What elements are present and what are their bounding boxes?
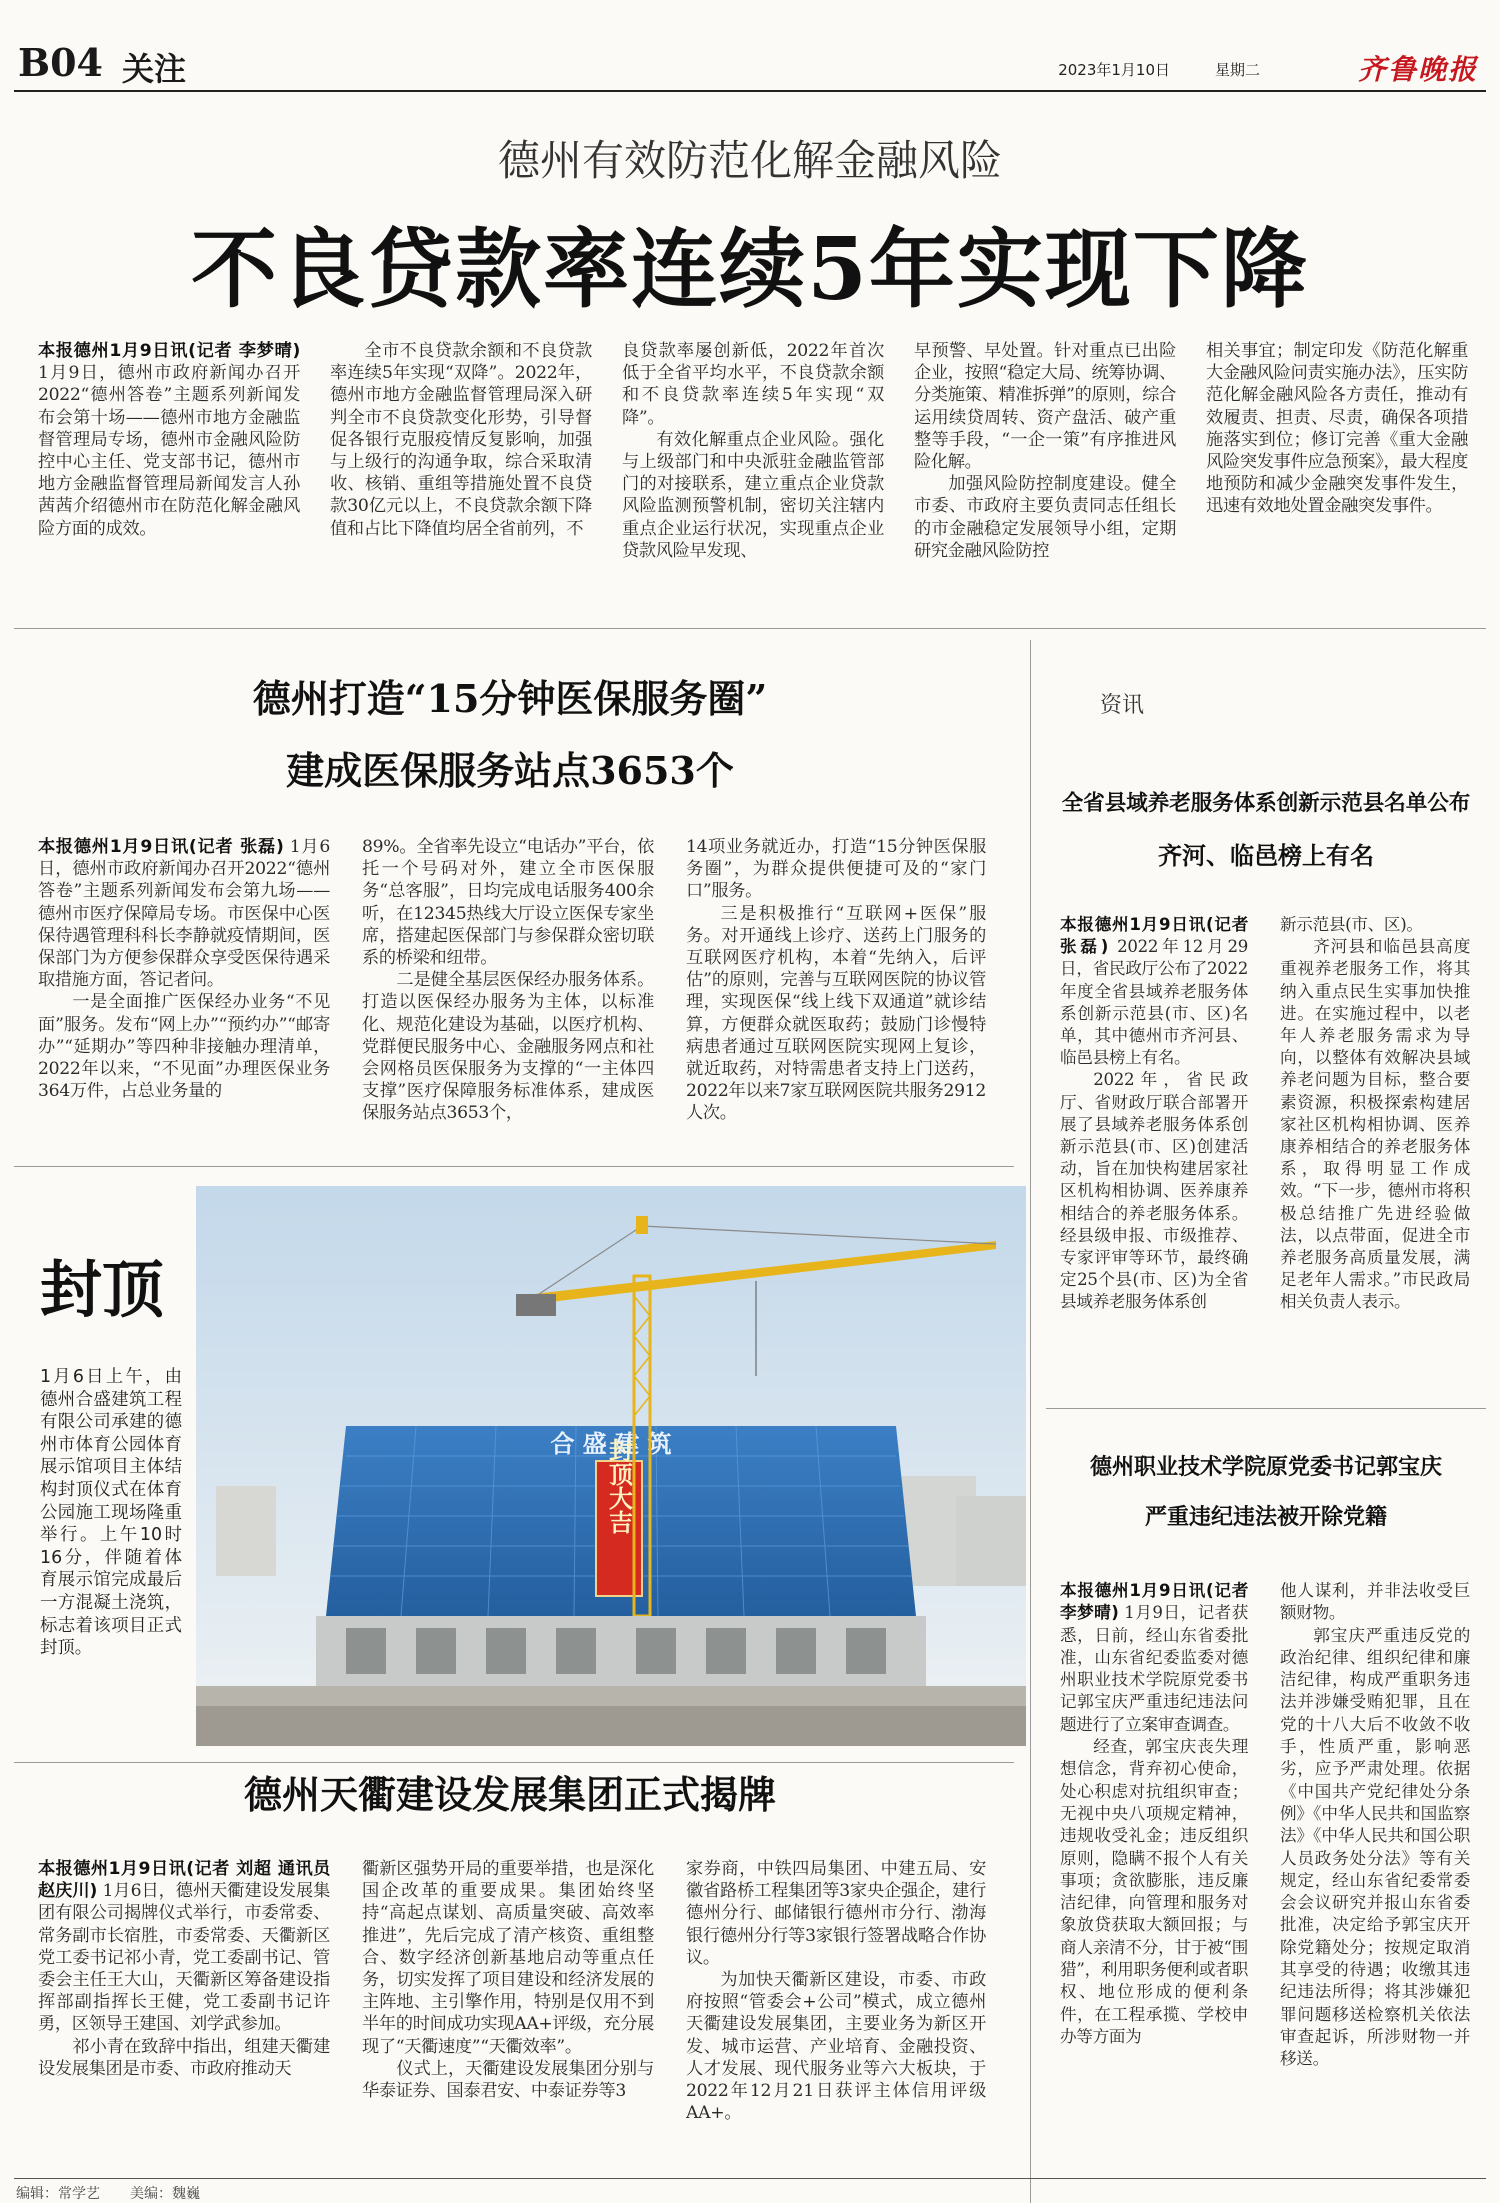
story1-lead: 本报德州1月9日讯(记者 李梦晴) — [38, 341, 300, 361]
footer-editor: 编辑：常学艺 — [16, 2186, 100, 2202]
divider — [14, 1762, 1014, 1763]
issue-date: 2023年1月10日 — [1058, 61, 1170, 79]
celebration-sign-text: 封顶大吉 — [604, 1438, 634, 1534]
story3-text-2b: 齐河县和临邑县高度重视养老服务工作，将其纳入重点民生实事加快推进。在实施过程中，以老年人养老服务需求为导向，以整体有效解决县域养老问题为目标，整合要素资源，积极探索构建居家社区机构相协调、医养康养相结合的养老服务体系，取得明显工作成效。“下一步，德州市将积极总结推广先进经验做法，以点带面，促进全市养老服务高质量发展，满足老年人需求。”市民政局相关负责人表示。 — [1280, 937, 1470, 1312]
story4-text-1b: 经查，郭宝庆丧失理想信念，背弃初心使命，处心积虑对抗组织审查；无视中央八项规定精神，违规收受礼金；违反组织原则，隐瞒不报个人有关事项；贪欲膨胀，违反廉洁纪律，向管理和服务对象放贷获取大额回报；与商人亲清不分，甘于被“围猎”，利用职务便利或者职权、地位形成的便利条件，在工程承揽、学校申办等方面为 — [1060, 1737, 1248, 2046]
story1-column-4 — [914, 340, 1176, 605]
issue-weekday: 星期二 — [1214, 61, 1260, 79]
footer-rule — [14, 2178, 1486, 2179]
story2-column-3 — [686, 836, 986, 1136]
story3-title-line1: 全省县域养老服务体系创新示范县名单公布 — [1061, 791, 1471, 816]
divider — [14, 1166, 1014, 1167]
story5-column-2 — [362, 1858, 654, 2176]
story4-text-2b: 郭宝庆严重违反党的政治纪律、组织纪律和廉洁纪律，构成严重职务违法并涉嫌受贿犯罪，且在党的十八大后不收敛不收手，性质严重，影响恶劣，应予严肃处理。依据《中国共产党纪律处分条例》《中华人民共和国监察法》《中华人民共和国公职人员政务处分法》等有关规定，经山东省纪委常委会会议研究并报山东省委批准，决定给予郭宝庆开除党籍处分；按规定取消其享受的待遇；收缴其违纪违法所得；将其涉嫌犯罪问题移送检察机关依法审查起诉，所涉财物一并移送。 — [1280, 1625, 1470, 2069]
story5-lead: 本报德州1月9日讯(记者 刘超 通讯员 赵庆川) — [38, 1859, 330, 1902]
story2-column-1 — [38, 836, 330, 1136]
story3-text-2: 新示范县(市、区)。 — [1280, 915, 1423, 934]
story1-column-5 — [1206, 340, 1468, 605]
building-banner-text: 合 盛 建 筑 — [550, 1430, 672, 1458]
story4-title-line2: 严重违纪违法被开除党籍 — [1144, 1504, 1387, 1530]
photo-caption: 1月6日上午，由德州合盛建筑工程有限公司承建的德州市体育公园体育展示馆项目主体结构封顶仪式在体育公园施工现场隆重举行。上午10时16分，伴随着体育展示馆完成最后一方混凝土浇筑，标志着该项目正式封顶。 — [40, 1367, 182, 1659]
story3-column-2 — [1280, 914, 1470, 1384]
story5-text-1a: 1月6日，德州天衢建设发展集团有限公司揭牌仪式举行，市委常委、常务副市长宿胜，市委常委、天衢新区党工委书记祁小青，党工委副书记、管委会主任王大山，天衢新区筹备建设指挥部副指挥长王健，党工委副书记许勇，区领导王建国、刘学武参加。 — [38, 1881, 330, 2035]
story2-title-line2: 建成医保服务站点3653个 — [286, 748, 734, 793]
story2-text-3a: 14项业务就近办，打造“15分钟医保服务圈”，为群众提供便捷可及的“家门口”服务。 — [686, 837, 986, 902]
story4-text-1: 1月9日，记者获悉，日前，经山东省委批准，山东省纪委监委对德州职业技术学院原党委书记郭宝庆严重违纪违法问题进行了立案审查调查。 — [1060, 1603, 1248, 1734]
story1-text-3b: 有效化解重点企业风险。强化与上级部门和中央派驻金融监管部门的对接联系，建立重点企业贷款风险监测预警机制，密切关注辖内重点企业运行状况，实现重点企业贷款风险早发现、 — [622, 429, 884, 561]
column-rule — [1030, 640, 1031, 2203]
story1-title: 不良贷款率连续5年实现下降 — [191, 219, 1309, 320]
story5-text-2b: 仪式上，天衢建设发展集团分别与华泰证券、国泰君安、中泰证券等3 — [362, 2058, 654, 2102]
footer-designer: 美编：魏巍 — [130, 2186, 200, 2202]
story5-text-3a: 家券商，中铁四局集团、中建五局、安徽省路桥工程集团等3家央企强企，建行德州分行、邮储银行德州市分行、渤海银行德州分行等3家银行签署战略合作协议。 — [686, 1859, 986, 1968]
story2-lead: 本报德州1月9日讯(记者 张磊) — [38, 837, 284, 857]
story4-text-2: 他人谋利，并非法收受巨额财物。 — [1280, 1581, 1470, 1623]
story2-text-2b: 二是健全基层医保经办服务体系。打造以医保经办服务为主体，以标准化、规范化建设为基础，以医疗机构、党群便民服务中心、金融服务网点和社会网格员医保服务为支撑的“一主体四支撑”医疗保障服务标准体系，建成医保服务站点3653个， — [362, 970, 654, 1124]
story1-subtitle: 德州有效防范化解金融风险 — [497, 136, 1002, 185]
story1-column-1 — [38, 340, 300, 605]
story2-title-line1: 德州打造“15分钟医保服务圈” — [252, 676, 768, 721]
story4-column-2 — [1280, 1580, 1470, 2175]
story5-text-1b: 祁小青在致辞中指出，组建天衢建设发展集团是市委、市政府推动天 — [38, 2036, 330, 2079]
story3-lead: 本报德州1月9日讯(记者 张磊) — [1060, 915, 1248, 957]
page-number: B04 — [18, 40, 103, 85]
story5-text-3b: 为加快天衢新区建设，市委、市政府按照“管委会+公司”模式，成立德州天衢建设发展集团，主要业务为新区开发、城市运营、产业培育、金融投资、人才发展、现代服务业等六大板块，于2022年12月21日获评主体信用评级AA+。 — [686, 1970, 986, 2124]
story1-text-2: 全市不良贷款余额和不良贷款率连续5年实现“双降”。2022年，德州市地方金融监督管理局深入研判全市不良贷款变化形势，引导督促各银行克服疫情反复影响，加强与上级行的沟通争取，综合采取清收、核销、重组等措施处置不良贷款30亿元以上，不良贷款余额下降值和占比下降值均居全省前列，不 — [330, 341, 592, 539]
story1-text-4b: 加强风险防控制度建设。健全市委、市政府主要负责同志任组长的市金融稳定发展领导小组，定期研究金融风险防控 — [914, 474, 1176, 561]
news-label: 资讯 — [1100, 693, 1145, 718]
story2-text-2a: 89%。全省率先设立“电话办”平台，依托一个号码对外，建立全市医保服务“总客服”，日均完成电话服务400余听，在12345热线大厅设立医保专家坐席，搭建起医保部门与参保群众密切联系的桥梁和纽带。 — [362, 837, 654, 969]
story3-text-1: 2022年12月29日，省民政厅公布了2022年度全省县域养老服务体系创新示范县(市、区)名单，其中德州市齐河县、临邑县榜上有名。 — [1060, 937, 1248, 1068]
story2-text-3b: 三是积极推行“互联网+医保”服务。对开通线上诊疗、送药上门服务的互联网医疗机构，本着“先纳入，后评估”的原则，完善与互联网医院的协议管理，实现医保“线上线下双通道”就诊结算，方便群众就医取药；鼓励门诊慢特病患者通过互联网医院实现网上复诊，就近取药，对特需患者支持上门送药，2022年以来7家互联网医院共服务2912人次。 — [686, 903, 986, 1124]
story4-column-1 — [1060, 1580, 1248, 2175]
story1-text-3a: 良贷款率屡创新低，2022年首次低于全省平均水平，不良贷款余额和不良贷款率连续5年实现“双降”。 — [622, 341, 884, 428]
story5-column-1 — [38, 1858, 330, 2176]
story1-text-5: 相关事宜；制定印发《防范化解重大金融风险问责实施办法》，压实防范化解金融风险各方责任，推动有效履责、担责、尽责，确保各项措施落实到位；修订完善《重大金融风险突发事件应急预案》，最大程度地预防和减少金融突发事件发生，迅速有效地处置金融突发事件。 — [1206, 341, 1468, 517]
story1-column-2 — [330, 340, 592, 605]
story5-text-2a: 衢新区强势开局的重要举措，也是深化国企改革的重要成果。集团始终坚持“高起点谋划、高质量突破、高效率推进”，先后完成了清产核资、重组整合、数字经济创新基地启动等重点任务，切实发挥了项目建设和经济发展的主阵地、主引擎作用，特别是仅用不到半年的时间成功实现AA+评级，充分展现了“天衢速度”“天衢效率”。 — [362, 1859, 654, 2057]
story4-title-line1: 德州职业技术学院原党委书记郭宝庆 — [1089, 1454, 1442, 1480]
divider — [1046, 1408, 1486, 1409]
story3-text-1b: 2022年，省民政厅、省财政厅联合部署开展了县域养老服务体系创新示范县(市、区)创建活动，旨在加快构建居家社区机构相协调、医养康养相结合的养老服务体系。经县级申报、市级推荐、专家评审等环节，最终确定25个县(市、区)为全省县域养老服务体系创 — [1060, 1070, 1248, 1312]
story4-lead: 本报德州1月9日讯(记者 李梦晴) — [1060, 1581, 1248, 1623]
photo-label: 封顶 — [40, 1253, 165, 1326]
story1-column-3 — [622, 340, 884, 605]
masthead-rule — [14, 90, 1486, 92]
story2-text-1b: 一是全面推广医保经办业务“不见面”服务。发布“网上办”“预约办”“邮寄办”“延期办”等四种非接触办理清单，2022年以来，“不见面”办理医保业务364万件，占总业务量的 — [38, 992, 330, 1102]
story5-title: 德州天衢建设发展集团正式揭牌 — [243, 1772, 776, 1817]
construction-photo — [196, 1186, 1026, 1746]
story3-title-line2: 齐河、临邑榜上有名 — [1158, 841, 1374, 870]
divider — [14, 628, 1486, 629]
story3-column-1 — [1060, 914, 1248, 1384]
section-name: 关注 — [122, 50, 187, 88]
story5-column-3 — [686, 1858, 986, 2176]
story2-column-2 — [362, 836, 654, 1136]
construction-photo-illustration — [196, 1186, 1026, 1746]
story1-text-1: 1月9日，德州市政府新闻办召开2022“德州答卷”主题系列新闻发布会第十场——德州市地方金融监督管理局专场，德州市金融风险防控中心主任、党支部书记，德州市地方金融监督管理局新闻发言人孙茜茜介绍德州市在防范化解金融风险方面的成效。 — [38, 363, 300, 539]
newspaper-logo: 齐鲁晚报 — [1357, 53, 1478, 86]
story2-text-1a: 1月6日，德州市政府新闻办召开2022“德州答卷”主题系列新闻发布会第九场——德州市医疗保障局专场。市医保中心医保待遇管理科科长李静就疫情期间，医保部门为方便参保群众享受医保待遇采取措施方面，答记者问。 — [38, 837, 330, 991]
story1-text-4a: 早预警、早处置。针对重点已出险企业，按照“稳定大局、统筹协调、分类施策、精准拆弹”的原则，综合运用续贷周转、资产盘活、破产重整等手段，“一企一策”有序推进风险化解。 — [914, 341, 1176, 473]
